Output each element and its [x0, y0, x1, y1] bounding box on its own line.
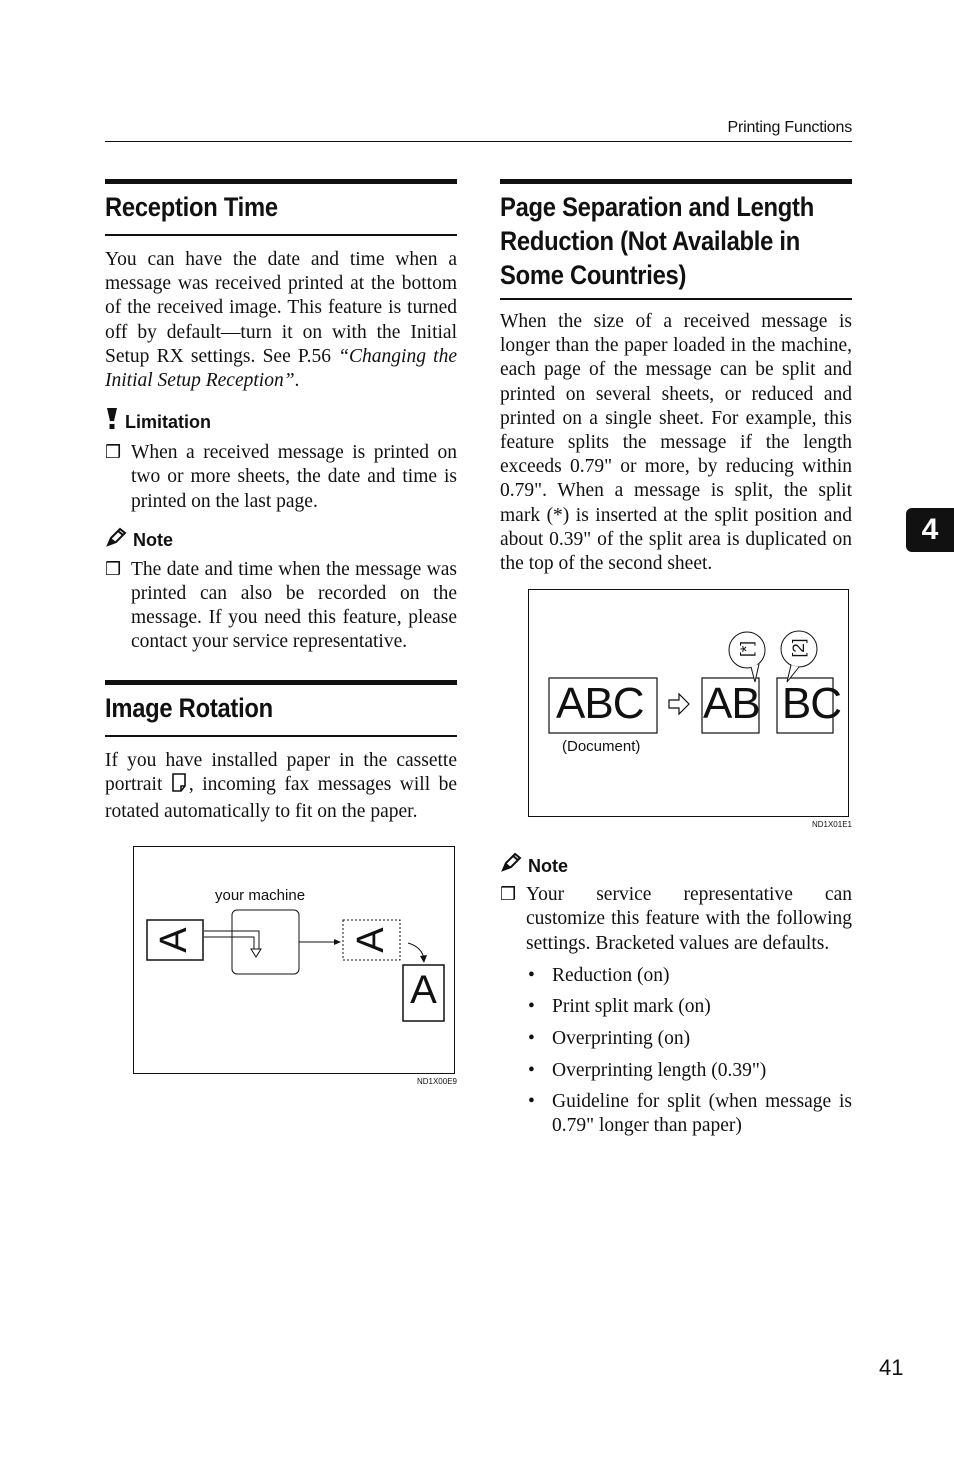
- letter-a-incoming: A: [153, 927, 195, 953]
- list-item: • Overprinting (on): [528, 1028, 691, 1050]
- image-rotation-title: Image Rotation: [105, 692, 273, 723]
- rotation-text-end: , incoming fax messages will be rotated automatically to fit on the paper.: [105, 773, 458, 823]
- pencil-icon: [500, 853, 522, 879]
- reception-text-end: .: [294, 370, 300, 392]
- letter-a-output: A: [410, 968, 437, 1013]
- letter-a-rotated-ghost: A: [350, 927, 392, 953]
- list-item: • Print split mark (on): [528, 996, 711, 1018]
- title-line-1: Page Separation and Length: [500, 192, 814, 222]
- section-rule-bottom: [105, 735, 457, 737]
- limitation-heading: [105, 407, 457, 437]
- note-item: [105, 558, 457, 655]
- note-text: Your service representative can customize this feature with the following settings. Bracketed values are defaults.: [526, 884, 852, 954]
- note-heading: [105, 528, 457, 554]
- title-line-3: Some Countries): [500, 260, 687, 290]
- page-separation-title: [500, 192, 852, 294]
- reception-time-paragraph: [105, 248, 457, 393]
- title-line-2: Reduction (Not Available in: [500, 226, 801, 256]
- portrait-paper-icon: [171, 773, 189, 800]
- checkbox-icon: ❒: [105, 442, 122, 464]
- settings-list: [526, 964, 852, 1139]
- sheet1-text: AB: [703, 679, 760, 729]
- note-item: [500, 883, 852, 956]
- figure-code: ND1X00E9: [416, 1077, 457, 1087]
- list-item-text: Reduction (on): [552, 964, 670, 986]
- note-heading: [500, 853, 852, 879]
- reception-time-title: Reception Time: [105, 192, 278, 222]
- rotation-diagram: [134, 847, 456, 1075]
- page-number: 41: [879, 1355, 904, 1380]
- list-item-text: Overprinting length (0.39"): [552, 1059, 767, 1081]
- image-rotation-paragraph: [105, 749, 457, 825]
- page-separation-figure: [528, 589, 849, 817]
- image-rotation-figure: [133, 846, 455, 1074]
- list-item: • Guideline for split (when message is 0.79" longer than paper): [528, 1091, 852, 1137]
- note-label: Note: [528, 855, 568, 876]
- running-header: Printing Functions: [727, 119, 852, 136]
- page-separation-paragraph: When the size of a received message is longer than the paper loaded in the machine, each page of the message can be split and printed on several sheets, or reduced and printed on a single sheet. For example, this feature splits the message if the length exceeds 0.79" or more, by reducing within 0.79". When a message is split, the split mark (*) is inserted at the split position and about 0.39" of the split area is duplicated on the top of the second sheet.: [500, 311, 852, 575]
- checkbox-icon: ❒: [500, 884, 517, 906]
- section-rule-top: [105, 680, 457, 685]
- limitation-item: [105, 441, 457, 514]
- sheet2-text: BC: [781, 679, 841, 729]
- list-item-text: Print split mark (on): [552, 996, 711, 1018]
- limitation-text: When a received message is printed on two or more sheets, the date and time is printed on the last page.: [131, 442, 457, 512]
- right-column: [500, 179, 852, 1146]
- note-text: The date and time when the message was printed can also be recorded on the message. If you need this feature, please contact your service representative.: [131, 558, 457, 653]
- section-rule-top: [105, 179, 457, 184]
- machine-label: your machine: [215, 887, 306, 905]
- document-abc-text: ABC: [556, 679, 644, 729]
- page-number-mark-label: [2]: [789, 638, 808, 658]
- figure-code: ND1X01E1: [811, 820, 852, 830]
- pencil-icon: [105, 528, 127, 554]
- exclamation-icon: [105, 407, 119, 437]
- chapter-tab: 4: [906, 508, 954, 552]
- checkbox-icon: ❒: [105, 558, 122, 580]
- document-caption: (Document): [562, 738, 641, 756]
- section-rule-top: [500, 179, 852, 184]
- left-column: [105, 179, 457, 1086]
- reception-reference-link[interactable]: “Changing the Initial Setup Reception”: [105, 345, 457, 392]
- note-label: Note: [133, 530, 173, 551]
- section-rule-bottom: [105, 234, 457, 236]
- list-item-text: Overprinting (on): [552, 1028, 691, 1050]
- list-item: • Overprinting length (0.39"): [528, 1059, 767, 1081]
- reception-text: You can have the date and time when a message was received printed at the bottom of the received image. This feature is turned off by default—turn it on with the Initial Setup RX settings. See P.56: [105, 249, 457, 367]
- section-rule-bottom: [500, 298, 852, 300]
- header-rule: [105, 141, 852, 142]
- limitation-label: Limitation: [125, 411, 211, 432]
- list-item: • Reduction (on): [528, 964, 670, 986]
- rotation-text: If you have installed paper in the cassette portrait: [105, 749, 457, 795]
- list-item-text: Guideline for split (when message is 0.79" longer than paper): [552, 1091, 852, 1137]
- split-mark-label: [*]: [737, 641, 756, 658]
